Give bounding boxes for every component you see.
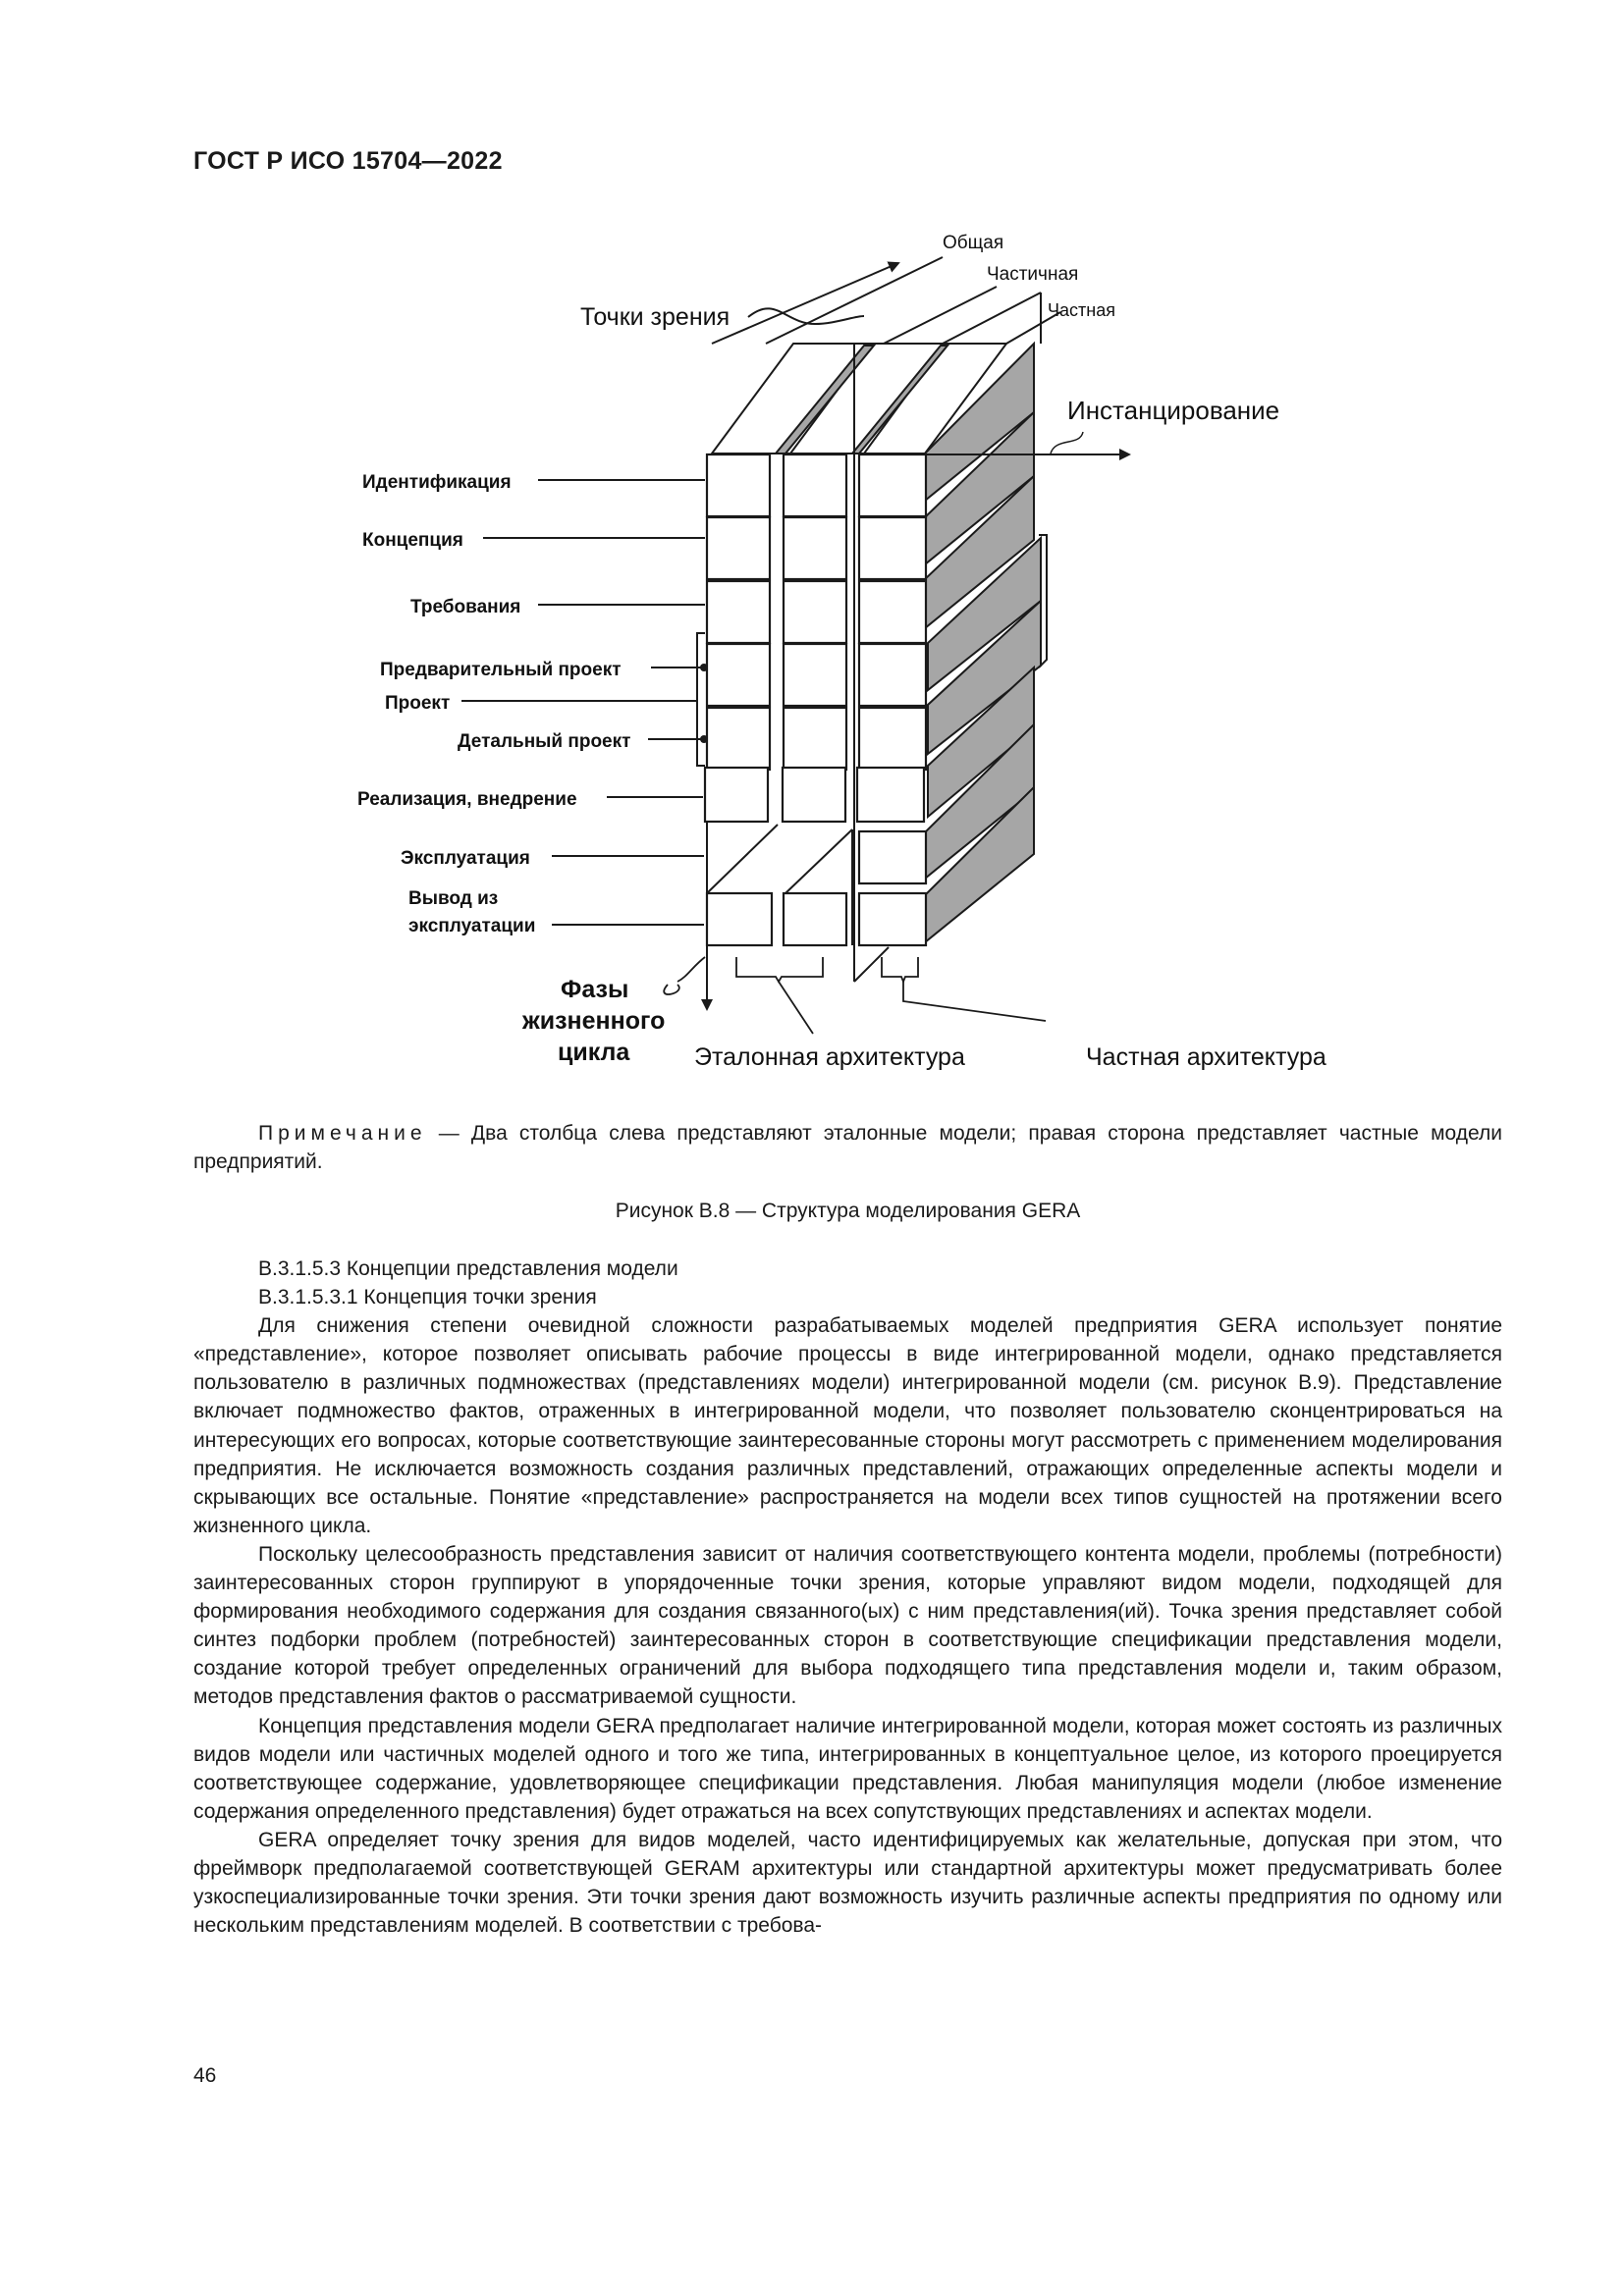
- phase-concept: Концепция: [362, 530, 463, 551]
- viewpoint-particular: Частная: [1048, 300, 1115, 320]
- body-text: [193, 1255, 1502, 1940]
- instantiation-label: Инстанцирование: [1067, 396, 1280, 425]
- phase-preliminary-design: Предварительный проект: [380, 660, 622, 680]
- phase-decommission-line1: Вывод из: [408, 888, 499, 909]
- paragraph: Поскольку целесообразность представления зависит от наличия соответствующего контента модели, проблемы (потребности) заинтересованных сторон группируют в упорядоченные точки зрения, которые управляют видом модели, подходящей для формирования необходимого содержания для создания связанного(ых) с ним представления(ий). Точка зрения представляет собой синтез подборки проблем (потребностей) заинтересованных сторон в соответствующие спецификации представления модели, создание которой требует определенных ограничений для выбора подходящего типа представления модели и, таким образом, методов представления фактов о рассматриваемой сущности.: [193, 1542, 1502, 1709]
- page-number: 46: [193, 2064, 217, 2087]
- phase-design: Проект: [385, 693, 451, 714]
- gera-diagram: [0, 0, 1624, 1099]
- note-prefix: Примечание: [258, 1122, 427, 1145]
- viewpoints-axis-arrow: [712, 263, 898, 344]
- lifecycle-label-line3: цикла: [558, 1039, 630, 1066]
- phase-decommission-line2: эксплуатации: [408, 916, 536, 936]
- phase-requirements: Требования: [410, 597, 521, 617]
- lifecycle-label-line1: Фазы: [561, 976, 629, 1003]
- viewpoint-general: Общая: [943, 233, 1004, 253]
- section-heading-b3153: В.3.1.5.3 Концепции представления модели: [258, 1257, 678, 1280]
- document-header: ГОСТ Р ИСО 15704—2022: [193, 147, 503, 175]
- viewpoints-label: Точки зрения: [580, 303, 731, 331]
- phase-detailed-design: Детальный проект: [458, 731, 631, 752]
- figure-note: [193, 1119, 1502, 1176]
- particular-architecture-label: Частная архитектура: [1086, 1043, 1326, 1071]
- lifecycle-label-line2: жизненного: [522, 1007, 666, 1035]
- paragraph: Для снижения степени очевидной сложности разрабатываемых моделей предприятия GERA использует понятие «представление», которое позволяет описывать рабочие процессы в виде интегрированной модели, однако представляется пользователю в различных подмножествах (представлениях модели) интегрированной модели (см. рисунок В.9). Представление включает подмножество фактов, отраженных в интегрированной модели, что позволяет пользователю сконцентрироваться на интересующих его вопросах, которые соответствующие заинтересованные стороны могут рассмотреть с применением моделирования предприятия. Не исключается возможность создания различных представлений, отражающих определенные аспекты модели и скрывающих все остальные. Понятие «представление» распространяется на модели всех типов сущностей на протяжении всего жизненного цикла.: [193, 1314, 1502, 1537]
- gera-modelling-framework-figure: [0, 0, 1624, 1099]
- reference-architecture-label: Эталонная архитектура: [694, 1043, 965, 1071]
- note-text: — Два столбца слева представляют эталонные модели; правая сторона представляет частные модели предприятий.: [193, 1122, 1502, 1173]
- paragraph: Концепция представления модели GERA предполагает наличие интегрированной модели, которая может состоять из различных видов модели или частичных моделей одного и того же типа, интегрированных в концептуальное целое, из которого проецируется соответствующее содержание, удовлетворяющее спецификации представления. Любая манипуляция модели (любое изменение содержания определенного представления) будет отражаться на всех сопутствующих представлениях и аспектах модели.: [193, 1714, 1502, 1823]
- phase-implementation: Реализация, внедрение: [357, 789, 577, 810]
- lifecycle-grid: [705, 454, 926, 945]
- paragraph: GERA определяет точку зрения для видов моделей, часто идентифицируемых как желательные, допуская при этом, что фреймворк предполагаемой соответствующей GERAM архитектуры или стандартной архитектуры может предусматривать более узкоспециализированные точки зрения. Эти точки зрения дают возможность изучить различные аспекты предприятия по одному или нескольким представлениям моделей. В соответствии с требова-: [193, 1828, 1502, 1938]
- figure-caption: Рисунок В.8 — Структура моделирования GERA: [615, 1200, 1081, 1222]
- section-heading-b31531: В.3.1.5.3.1 Концепция точки зрения: [258, 1286, 597, 1309]
- phase-operation: Эксплуатация: [401, 848, 530, 869]
- phase-identification: Идентификация: [362, 472, 512, 493]
- viewpoint-partial: Частичная: [987, 264, 1079, 285]
